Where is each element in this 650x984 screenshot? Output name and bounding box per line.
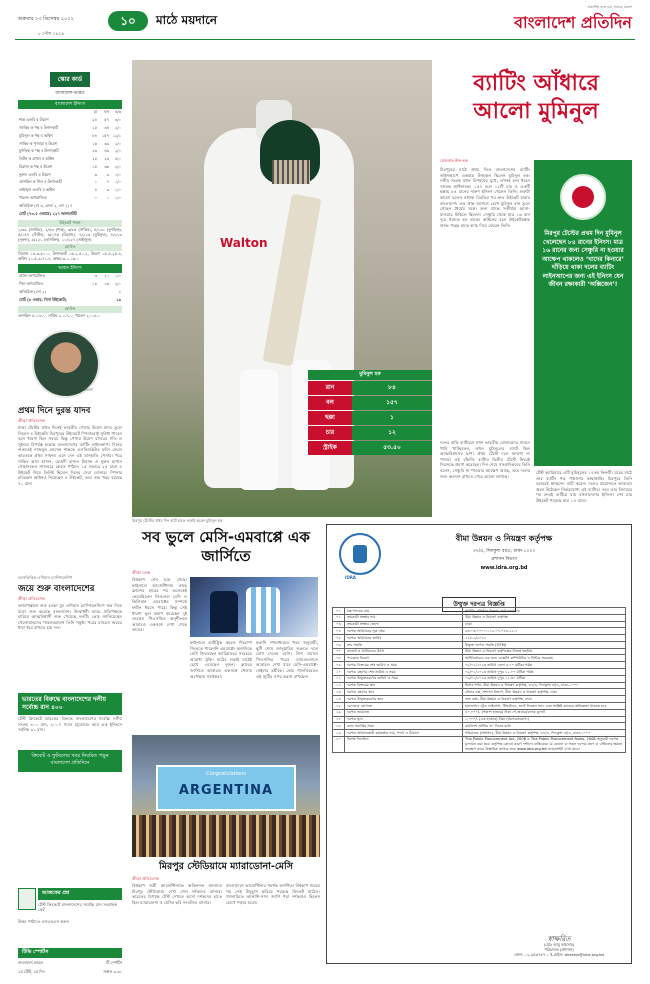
banner-top-text: Congratulations <box>206 771 246 777</box>
tender-org <box>387 533 621 571</box>
crowd <box>132 815 320 857</box>
main-headline <box>440 70 632 126</box>
main-article-col3: টেস্ট ক্যারিয়ারে এটি মুমিনুলের ১৭তম ফিফটি। ঘরের মাঠে তার ব্যাটিং গড় পঞ্চাশের কাছাকাছি। মিরপুরে তিনি বরাবরই স্বাচ্ছন্দ্যে ব্যাট করেন। দলের প্রয়োজনে আবারও জ্বলে উঠেছেন নির্ভরযোগ্য এই ব্যাটার। তবে তার বিদায়ের পর দ্রুতই গুটিয়ে যায় বাংলাদেশের ইনিংস। শেষ চার উইকেট পড়েছে মাত্র ১৪ রানে। <box>536 470 632 503</box>
tender-cell-k: কাজ সমাপ্তির সময় <box>345 723 463 730</box>
tender-cell-no: ০৬ <box>333 641 345 648</box>
tender-cell-k: দরপত্র জামানত <box>345 709 463 716</box>
batting-cell-x: ২/০ <box>114 140 121 146</box>
tender-cell-no: ০৭ <box>333 648 345 655</box>
main-article-body: মিরপুরের মাঠে প্রথম দিনে বাংলাদেশের ব্যাটিং লাইনআপে একমাত্র উজ্জ্বল ছিলেন মুমিনুল হক। দলীয় সংগ্রহ যখন বিপর্যয়ের মুখে, তখনই হাল ধরেন সাবেক অধিনায়ক। ১৫৭ বলে ১২টি চার ও একটি ছক্কায় ৮৪ রানের দারুণ ইনিংস খেলেন তিনি। শুরুটা ভালো হলেও মধ্যাহ্ন বিরতির পর দ্রুত উইকেট হারায় বাংলাদেশ। এক প্রান্ত আগলে রেখে মুমিনুল রান তুলে গেছেন ধৈর্যের সঙ্গে। অন্য প্রান্তে সতীর্থরা আসা-যাওয়ার মিছিলে ছিলেন। সেঞ্চুরি থেকে মাত্র ১৬ রান দূরে থামতে হয় তাকে। অশ্বিনের বলে উইকেটরক্ষক ঋষভ পন্থের হাতে ক্যাচ দিয়ে ফেরেন তিনি। <box>440 167 530 228</box>
batting-cell-b: ৩৬ <box>104 163 109 169</box>
photo-caption: মিরপুর টেস্টের প্রথম দিন ব্যাট হাতে লড়াই করেন মুমিনুল হক <box>132 518 223 523</box>
batting-cell-x: ২/০ <box>114 163 121 169</box>
stadium-headline: মিরপুর স্টেডিয়ামে ম্যারাডোনা-মেসি <box>159 861 293 872</box>
batting-cell-r: ৮৪ <box>92 132 97 138</box>
batting-cell-x: ০/০ <box>114 194 121 200</box>
tender-cell-k: দরপত্র গ্রহণের স্থান <box>345 689 463 696</box>
tender-title-text: উন্মুক্ত দরপত্র বিজ্ঞপ্তি <box>442 597 516 612</box>
quote-box <box>534 160 632 466</box>
tender-cell-v: হিসাব শাখা, বীমা উন্নয়ন ও নিয়ন্ত্রণ কর্তৃপক্ষ, ৩৭/এ, দিলকুশা বা/এ, ঢাকা-১০০০ <box>463 682 626 689</box>
tv-schedule <box>18 948 122 976</box>
tender-cell-k: বিশেষ নির্দেশনা <box>345 736 463 752</box>
batting-cell-name: মিরাজ ক পন্থ ব উমেশ <box>19 163 53 169</box>
tender-cell-no: ১৪ <box>333 696 345 703</box>
batting-cell-x: ৩/০ <box>114 117 121 123</box>
tender-row <box>333 689 626 696</box>
tender-cell-v: আইডিআরএ-এর জন্য ডেস্কটপ কম্পিউটার ও প্রিন্টার সরবরাহ <box>463 655 626 662</box>
scorecard-tab: স্কোর কার্ড <box>50 72 90 87</box>
header-divider <box>15 39 635 40</box>
tender-cell-v: ০৮/০১/২০২৩ তারিখ বেলা ৪.০০ ঘটিকা পর্যন্ত <box>463 662 626 669</box>
tv-match: বাংলাদেশ-ভারত <box>18 960 43 965</box>
tender-cell-k: ক্রয় পদ্ধতি <box>345 641 463 648</box>
tender-cell-v: ২২/১২/২০২২ <box>463 635 626 642</box>
tv-time: সকাল ৯.৩০ <box>103 969 122 974</box>
article-byline-2: ক্রীড়া প্রতিবেদক <box>18 596 45 601</box>
tender-row <box>333 648 626 655</box>
batting-cell-b: ২৬ <box>104 156 109 162</box>
batting-row <box>18 156 122 164</box>
stat-row: ছক্কা ১ <box>308 411 432 425</box>
batting-table <box>18 109 122 218</box>
tender-cell-v: আর্থিক প্রতিষ্ঠান বিভাগ, অর্থ মন্ত্রণালয় <box>463 608 626 615</box>
tender-website: www.idra.org.bd <box>480 565 528 571</box>
batting-cell-r: ২৫ <box>92 156 97 162</box>
scorecard-match: বাংলাদেশ-ভারত <box>55 91 85 96</box>
batting-header <box>18 109 122 117</box>
batting-cell-x: ২/০ <box>114 281 121 287</box>
main-byline: মেজবাহ-উল-হক <box>440 158 469 163</box>
tender-cell-k: বাজেট ও অর্থায়নের উৎস <box>345 648 463 655</box>
tv-channel: টি স্পোর্টস <box>106 960 122 965</box>
tender-cell-k: দরপত্র উন্মুক্তকরণের তারিখ ও সময় <box>345 675 463 682</box>
tender-cell-no: ০৫ <box>333 635 345 642</box>
batting-cell-b: ১৫৭ <box>101 132 109 138</box>
tender-cell-no: ১৬ <box>333 709 345 716</box>
stat-row: চার ১২ <box>308 426 432 440</box>
batting-cell-b: ৪৬ <box>104 148 109 154</box>
batting-cell-name: গিল অপরাজিত <box>19 281 43 287</box>
batting-cell-x: ১/০ <box>114 187 121 193</box>
batting-cell-name: তাইজুল এলবি ব অশ্বিন <box>19 187 55 193</box>
page-header <box>0 0 650 40</box>
tender-cell-k: দরপত্র উন্মুক্তকরণের স্থান <box>345 696 463 703</box>
tender-row <box>333 696 626 703</box>
quiz-question: টেস্ট ক্রিকেটে বাংলাদেশের সর্বোচ্চ রান সংগ্রাহক কে? <box>38 902 118 913</box>
batting-cell-r: ৪ <box>94 187 97 193</box>
tender-cell-v: ০৯/০১/২০২৩ তারিখ দুপুর ১২.০০ ঘটিকা পর্যন্ত <box>463 669 626 676</box>
tender-row <box>333 621 626 628</box>
batting-row <box>18 140 122 148</box>
batting-cell-name: শান্ত এলবি ব উমেশ <box>19 117 49 123</box>
article-byline: ক্রীড়া প্রতিবেদক <box>18 418 45 423</box>
tender-row <box>333 662 626 669</box>
batting-row <box>18 163 122 171</box>
tender-cell-no: ১৩ <box>333 689 345 696</box>
tender-cell-k: মন্ত্রণালয়ের নাম <box>345 608 463 615</box>
india-innings-title: ভারত ইনিংস <box>18 264 122 273</box>
stat-row: বল ১৫৭ <box>308 396 432 410</box>
tv-row <box>18 960 122 967</box>
tender-row <box>333 635 626 642</box>
messi-body: বিশ্বকাপ শেষ হয়ে গেছে। ফাইনালে আর্জেন্টিনার কাছে ফ্রান্সের হারের পর অনেকেই ভেবেছিলেন লিওনেল মেসি ও কিলিয়ান এমবাপ্পের সম্পর্কে ফাটল ধরতে পারে। কিন্তু সেই ধারণা ভুল প্রমাণ করেছেন দুই তারকা। পিএসজির অনুশীলনে আবারও একসঙ্গে দেখা গেছে তাদের। <box>132 577 187 633</box>
tender-row <box>333 716 626 723</box>
tender-cell-no: ০১ <box>333 608 345 615</box>
tv-title: টিভি স্পোর্টস <box>18 948 122 958</box>
banner-main-text: ARGENTINA <box>178 783 274 798</box>
highest-score-headline: ভারতের বিরুদ্ধে বাংলাদেশের দলীয় সর্বোচ্চ রান ৪০০ <box>18 693 122 715</box>
tender-row <box>333 641 626 648</box>
bowling-text: সিরাজ ১৫-৩-৫০-০, উনাদকাট ১৬-২-৫০-২, উমেশ ১৫-৪-২৫-৪, অশ্বিন ২১.৫-৩-৭১-৪, অক্ষর ৬-১-১৬-০ <box>18 250 122 261</box>
total-row: মোট (৭৩.৫ ওভারে) ২২৭ অলআউট <box>19 210 77 216</box>
tender-cell-v: বীমা উন্নয়ন ও নিয়ন্ত্রণ কর্তৃপক্ষের নিজস্ব তহবিল <box>463 648 626 655</box>
tender-cell-no: ০৮ <box>333 655 345 662</box>
tender-cell-v: ০৯/০১/২০২৩ তারিখ দুপুর ১২.৩০ ঘটিকা <box>463 675 626 682</box>
batting-row <box>18 148 122 156</box>
col-balls: বল <box>104 109 109 115</box>
batting-cell-b: ৯ <box>106 171 109 177</box>
tender-cell-no: ০৩ <box>333 621 345 628</box>
tender-row <box>333 702 626 709</box>
tender-cell-no: ১২ <box>333 682 345 689</box>
extras-row: অতিরিক্ত (বা ৩, লেবা ২, নো ২) ৭ <box>19 202 73 208</box>
main-headline-line1: ব্যাটিং আঁধারে <box>473 71 599 96</box>
tv-row <box>18 969 122 976</box>
tender-row <box>333 675 626 682</box>
india-total-row: মোট (৮ ওভার, বিনা উইকেটে) ১৯ <box>19 296 121 302</box>
stat-box-title: মুমিনুল হক <box>308 370 432 380</box>
tender-cell-v: কার্যাদেশ প্রাপ্তির ৩০ দিনের মধ্যে <box>463 723 626 730</box>
quiz-box <box>18 888 122 924</box>
idra-logo-icon <box>339 533 381 575</box>
bowling-title: বোলিং <box>18 244 122 251</box>
messi-body-3: ফরাসি গণমাধ্যমের খবর অনুযায়ী, ছুটি শেষে জানুয়ারির শুরুতে দলে যোগ দেবেন মেসি। লিগ ওয়ানে পিএসজির পরের ম্যাচগুলোতে আবারও দেখা যাবে মেসি-এমবাপ্পে-নেইমার ত্রয়ীকে। কোচ গালতিয়েরও এই জুটির ওপর ভরসা রাখছেন। <box>256 640 318 679</box>
batting-cell-b: ২০ <box>104 273 109 279</box>
batting-row <box>18 187 122 195</box>
tender-signature <box>499 937 619 957</box>
batting-cell-r: ১ <box>94 179 97 185</box>
batting-cell-r: ৩ <box>94 273 97 279</box>
batting-cell-name: সাকিব ক পুজারা ব উমেশ <box>19 140 58 146</box>
batting-cell-b: ৫৭ <box>104 117 109 123</box>
messi-photo <box>190 577 318 637</box>
tender-cell-k: দরদাতার যোগ্যতা <box>345 702 463 709</box>
tender-cell-v: পরিচালক (প্রশাসন), বীমা উন্নয়ন ও নিয়ন্ত্রণ কর্তৃপক্ষ, ৩৭/এ, দিলকুশা বা/এ, ঢাকা-১০০০ <box>463 730 626 737</box>
batting-cell-x: ২/০ <box>114 148 121 154</box>
batting-row <box>18 125 122 133</box>
brand-tagline: প্রকাশিত হতে চায় সত্যের প্রকাশ <box>587 5 632 9</box>
batting-cell-name: তাসকিন ক গিল ব উনাদকাট <box>19 179 62 185</box>
quiz-title: আজকের প্রশ্ন <box>38 888 122 900</box>
tender-cell-k: দরপত্র বিক্রয়ের শেষ তারিখ ও সময় <box>345 662 463 669</box>
main-article-col2: দলের বাকি ব্যাটাররা যখন ভারতীয় বোলারদের সামনে খাবি খাচ্ছিলেন, তখন মুমিনুলের ব্যাটে ছিল আত্মবিশ্বাসের ছাপ। প্রথম টেস্টে দলে জায়গা না পাওয়া এই বাঁহাতি ব্যাটার দ্বিতীয় টেস্টে ফিরেই নিজেকে প্রমাণ করেছেন। দিন শেষে সাংবাদিকদের তিনি বলেন, সেঞ্চুরি না পাওয়ার আক্ষেপ আছে, তবে দলের জন্য অবদান রাখতে পেরে ভালো লাগছে। <box>440 440 531 479</box>
batting-row <box>18 132 122 140</box>
batting-cell-x: ০/০ <box>114 179 121 185</box>
batting-cell-r: ২৪ <box>92 117 97 123</box>
tender-org-name: বীমা উন্নয়ন ও নিয়ন্ত্রণ কর্তৃপক্ষ <box>455 534 553 543</box>
stadium-body-2: বাংলাদেশে আর্জেন্টিনার সমর্থক অগণিত। বিশ্বকাপ জয়ের পর সেই উচ্ছ্বাস ছড়িয়ে পড়েছে ক্রিকেট মাঠেও। গ্যালারিতে আকাশি-সাদা জার্সি পরা দর্শকরাও ছিলেন চোখে পড়ার মতো। <box>226 883 320 905</box>
argentina-banner <box>156 765 296 811</box>
tender-cell-v: The Public Procurement Act, 2006 ও The Public Procurement Rules, 2008 অনুযায়ী দরপত্র মূল্যায়ন করা হবে। কর্তৃপক্ষ কোনো কারণ দর্শানো ব্যতিরেকে যে কোনো বা সকল দরপত্র গ্রহণ বা বাতিলের ক্ষমতা সংরক্ষণ করে। বিস্তারিত তথ্যের জন্য www.idra.org.bd ওয়েবসাইট দেখা যাবে। <box>463 736 626 752</box>
stat-row: রান ৮৪ <box>308 381 432 395</box>
quiz-answer: উত্তর পাঠাতে এসএমএস করুন <box>18 918 69 924</box>
quote-text: মিরপুর টেস্টের প্রথম দিন মুমিনুল খেলেছেন ৮৪ রানের ইনিংস। মাত্র ১৬ রানের জন্য সেঞ্চুরি না হওয়ার আক্ষেপ থাকলেও ‘খাদের কিনারে’ দাঁড়িয়ে থাকা দলের ব্যাটিং লাইনআপের জন্য এই ইনিংস যেন জীবন রক্ষাকারী ‘অক্সিজেন’! <box>542 230 624 288</box>
tender-cell-k: দরপত্র আহ্বানের তারিখ <box>345 635 463 642</box>
india-extras-row: অতিরিক্ত (নো ২) ২ <box>19 288 121 294</box>
tender-cell-k: ক্রয়কারী সংস্থার জেলা <box>345 621 463 628</box>
tender-cell-no: ০২ <box>333 614 345 621</box>
tender-cell-v: উন্মুক্ত দরপত্র পদ্ধতি (OTM) <box>463 641 626 648</box>
tender-cell-no: ১৫ <box>333 702 345 709</box>
batting-cell-name: মুশফিক ক পন্থ ব উনাদকাট <box>19 148 59 154</box>
batting-row <box>18 171 122 179</box>
tv-day: ২য় টেস্ট, ২য় দিন <box>18 969 45 974</box>
batting-cell-b: ৭ <box>106 179 109 185</box>
batting-cell-x: ০/০ <box>114 171 121 177</box>
batting-cell-name: লিটন ক রাহুল ব অশ্বিন <box>19 156 55 162</box>
fow-title: উইকেট পতন <box>18 220 122 227</box>
batting-cell-r: ১৪ <box>92 281 97 287</box>
tender-dept: প্রশাসন বিভাগ <box>491 557 517 562</box>
question-icon <box>18 888 36 910</box>
tender-cell-k: প্যাকেজ বিবরণ <box>345 655 463 662</box>
tender-cell-k: দরপত্র আহ্বানের সূত্র নম্বর <box>345 628 463 635</box>
signatory-contact: ফোন: ০২-৯৫৬৭৫৭০, ই-মেইল: director@idra.org.bd <box>514 952 604 957</box>
india-bowling-text: তাসকিন ৪-০-৮-০, সাকিব ২-০-৭-০, খালেদ ২-০-৪-০ <box>18 313 101 319</box>
tender-row <box>333 709 626 716</box>
mbappe-jersey <box>210 591 238 633</box>
tender-row <box>333 730 626 737</box>
batting-cell-r: ১৫ <box>92 163 97 169</box>
tender-cell-no: ১১ <box>333 675 345 682</box>
india-batting-row <box>18 273 122 281</box>
batting-cell-r: ৬ <box>94 171 97 177</box>
batting-cell-name: খালেদ অপরাজিত <box>19 194 47 200</box>
tender-row <box>333 655 626 662</box>
article-headline-win: জয়ে শুরু বাংলাদেশের <box>18 584 95 594</box>
tender-cell-v: ঢাকা <box>463 621 626 628</box>
tender-cell-no: ১৮ <box>333 723 345 730</box>
tender-cell-k: ক্রয়কারী সংস্থার নাম <box>345 614 463 621</box>
batting-cell-b: ৩৪ <box>104 124 109 130</box>
jersey-sponsor: Walton <box>220 236 268 250</box>
tender-row <box>333 614 626 621</box>
batting-row <box>18 117 122 125</box>
batting-row <box>18 195 122 203</box>
player-caption: উমেশ <box>84 387 93 392</box>
tender-row <box>333 628 626 635</box>
batting-cell-x: ২/০ <box>114 124 121 130</box>
tender-cell-no: ১৭ <box>333 716 345 723</box>
signatory-title: পরিচালক (প্রশাসন) <box>544 947 574 952</box>
batting-row <box>18 179 122 187</box>
batting-cell-r: ১৫ <box>92 124 97 130</box>
tender-cell-k: দরপত্র বিক্রয়ের স্থান <box>345 682 463 689</box>
tender-cell-v: হালনাগাদ ট্রেড লাইসেন্স, টিআইএন, ভ্যাট নিবন্ধন সনদ এবং সংশ্লিষ্ট কাজের অভিজ্ঞতা থাকতে হবে <box>463 702 626 709</box>
tender-row <box>333 723 626 730</box>
stadium-photo <box>132 735 320 857</box>
fow-text: ১/৩৯ (জাকির), ২/৪৩ (শান্ত), ৩/৮৫ (সাকিব), ৪/১৩১ (মুশফিক), ৫/১৫৭ (লিটন), ৬/১৭৬ (মিরাজ), ৭/২১৩ (মুমিনুল), ৮/২১৩ (নুরুল), ৯/২২১ (তাসকিন), ১০/২২৭ (তাইজুল) <box>18 226 122 242</box>
tender-cell-v: টেন্ডার বক্স, প্রশাসন বিভাগ, বীমা উন্নয়ন ও নিয়ন্ত্রণ কর্তৃপক্ষ, ঢাকা <box>463 689 626 696</box>
batting-cell-r: ১৬ <box>92 140 97 146</box>
scorecard <box>18 66 122 318</box>
issue-date: শুক্রবার ২৩ ডিসেম্বর ২০২২ <box>18 16 74 22</box>
main-article-col1 <box>440 158 530 229</box>
batting-cell-b: ৩৯ <box>104 140 109 146</box>
batting-cell-r: ২৬ <box>92 148 97 154</box>
tender-row <box>333 736 626 752</box>
tender-cell-v: সভা কক্ষ, বীমা উন্নয়ন ও নিয়ন্ত্রণ কর্তৃপক্ষ, ঢাকা <box>463 696 626 703</box>
stat-row: স্ট্রাইক ৫৩.৫০ <box>308 441 432 455</box>
tender-cell-v: ১,০০০/- (এক হাজার) টাকা (অফেরতযোগ্য) <box>463 716 626 723</box>
batting-cell-x: ০/০ <box>114 273 121 279</box>
col-runs: রা <box>93 109 97 115</box>
main-headline-line2: আলো মুমিনুল <box>473 99 599 124</box>
tender-cell-v: বীমা উন্নয়ন ও নিয়ন্ত্রণ কর্তৃপক্ষ <box>463 614 626 621</box>
batting-cell-name: রাহুল অপরাজিত <box>19 273 46 279</box>
page-number: ১০ <box>108 11 148 31</box>
col-boundaries: ৪/৬ <box>114 109 121 115</box>
stat-box <box>308 370 432 455</box>
article-kicker: বয়সভিত্তিক এশিয়ান চ্যাম্পিয়নশিপ <box>18 575 73 580</box>
batting-cell-b: ১৬ <box>104 281 109 287</box>
bcb-logo <box>560 174 606 220</box>
messi-headline: সব ভুলে মেসি-এমবাপ্পে এক জার্সিতে <box>142 528 310 565</box>
batting-cell-x: ৪/০ <box>114 156 121 162</box>
tender-table <box>332 607 626 753</box>
batting-cell-b: ৩ <box>106 187 109 193</box>
tender-cell-no: ১০ <box>333 669 345 676</box>
messi-body-2: ফাইনালে হ্যাটট্রিক করেও শিরোপা জিততে পারেননি এমবাপ্পে। অন্যদিকে মেসি জিতেছেন ক্যারিয়ারের সবচেয়ে আরাধ্য ট্রফি। মাঠের লড়াই মাঠেই রেখে এসেছেন দুজন। ক্লাবের জার্সিতে আবারও একসঙ্গে খেলার অপেক্ষায় সমর্থকরা। <box>190 640 252 679</box>
batting-cell-name: জাকির ক পন্থ ব উনাদকাট <box>19 124 58 130</box>
tender-notice <box>326 524 632 964</box>
tender-cell-k: দরপত্র গ্রহণের শেষ তারিখ ও সময় <box>345 669 463 676</box>
batting-pad-left <box>240 370 278 490</box>
batting-cell-b: ১ <box>106 194 109 200</box>
idra-logo-label: IDRA <box>345 575 356 580</box>
tender-row <box>333 682 626 689</box>
tender-cell-no: ১৯ <box>333 730 345 737</box>
section-title: মাঠে ময়দানে <box>156 13 218 27</box>
promo-box: ক্রিকেট ও ফুটবলের খবর নিয়মিত পড়ুন বাংলাদেশ প্রতিদিনে <box>18 750 122 772</box>
tender-cell-no: ২০ <box>333 736 345 752</box>
messi-byline: ক্রীড়া ডেস্ক <box>132 570 151 575</box>
highest-score-body: টেস্ট ক্রিকেটে ভারতের বিরুদ্ধে বাংলাদেশের সর্বোচ্চ দলীয় সংগ্রহ ৪০০ রান, ২০০৭ সালে চট্টগ্রামে। আর এক ইনিংসে সর্বনিম্ন ৯১ রান। <box>18 716 122 733</box>
tender-cell-no: ০৯ <box>333 662 345 669</box>
batting-cell-r: ০ <box>94 194 97 200</box>
signatory-name: (মোঃ আবু কায়সার) <box>543 942 575 947</box>
tender-cell-v: ৫৩.০৩.০০০০.১১২.০৭.০৪৪.২২-৭ <box>463 628 626 635</box>
tender-row <box>333 669 626 676</box>
signature-scribble: স্বাক্ষরিত <box>547 935 571 943</box>
tender-cell-k: দরপত্র আহ্বানকারী কর্মকর্তার নাম, পদবি ও ঠিকানা <box>345 730 463 737</box>
article-headline-umesh: প্রথম দিনে দুরন্ত যাদব <box>18 406 91 416</box>
helmet-grille <box>272 160 310 184</box>
batting-cell-name: মুমিনুল ক পন্থ ব অশ্বিন <box>19 132 53 138</box>
india-batting-table <box>18 273 122 304</box>
batting-cell-x: ১২/১ <box>112 132 121 138</box>
tender-address: ৩৭/এ, দিলকুশা বা/এ, ঢাকা-১০০০ <box>472 549 536 554</box>
tender-row <box>333 608 626 615</box>
tender-cell-k: দরপত্র মূল্য <box>345 716 463 723</box>
article-body-win: কাজাখস্তানে শুরু হওয়া যুব এশিয়ান চ্যাম্পিয়নশিপে জয় দিয়ে যাত্রা শুরু করেছে বাংলাদেশ। উদ্বোধনী ম্যাচে প্রতিপক্ষকে হারিয়ে আত্মবিশ্বাসী শুরু পেয়েছে দলটি। কোচ জানিয়েছেন খেলোয়াড়দের পারফরম্যান্সে তিনি সন্তুষ্ট। পরের ম্যাচেও জয়ের ধারা ধরে রাখতে চায় দল। <box>18 603 122 631</box>
stadium-byline: ক্রীড়া প্রতিবেদক <box>132 876 159 881</box>
newspaper-logo: বাংলাদেশ প্রতিদিন <box>514 13 632 32</box>
stadium-body: বিশ্বকাপ জয়ী আর্জেন্টিনাকে অভিনন্দন জানাতে মিরপুর স্টেডিয়ামে দেখা গেল দর্শকদের ব্যানার। ভারতের বিপক্ষে টেস্ট দেখতে আসা দর্শকদের হাতে ছিল ম্যারাডোনা ও মেসির ছবি সংবলিত ব্যানার। <box>132 883 222 905</box>
india-batting-row <box>18 281 122 289</box>
tender-cell-no: ০৪ <box>333 628 345 635</box>
tender-cell-v: ৫০,০০০/- (পঞ্চাশ হাজার) টাকা পে-অর্ডার/ব্যাংক ড্রাফট <box>463 709 626 716</box>
india-bowling-title: বোলিং <box>18 306 122 313</box>
innings-title: বাংলাদেশ ইনিংস <box>18 100 122 109</box>
messi-jersey <box>246 587 280 633</box>
article-body-umesh: ঢাকা টেস্টের প্রথম দিনেই ভারতীয় পেসার উমেশ যাদব তুলে নিলেন ৪ উইকেট। মিরপুরের উইকেটে স্পিনাররাই সুবিধা পাবেন বলে ধারণা ছিল সবার। কিন্তু পেসার উমেশ যাদবের গতি ও সুইংয়ে বিপর্যস্ত হয়েছে বাংলাদেশের ব্যাটিং লাইনআপ। দিনের শুরুতেই নাজমুল হোসেন শান্তকে এলবিডব্লিউর ফাঁদে ফেলে ভারতকে প্রথম সাফল্য এনে দেন এই ডানহাতি পেসার। পরে সাকিব আল হাসান, মেহেদী হাসান মিরাজ ও নুরুল হাসান সোহানকেও সাজঘরে ফেরত পাঠান। ১৫ ওভারে ২৫ রানে ৪ উইকেট নিয়ে তিনিই ছিলেন দিনের সেরা বোলার। স্পিনার রবিচন্দ্রন অশ্বিনও নিয়েছেন ৪ উইকেট, তবে তার খরচ হয়েছে ৭১ রান। <box>18 425 122 486</box>
bangla-date: ৮ পৌষ ১৪২৯ <box>38 32 65 37</box>
batting-cell-name: নুরুল এলবি ব উমেশ <box>19 171 51 177</box>
